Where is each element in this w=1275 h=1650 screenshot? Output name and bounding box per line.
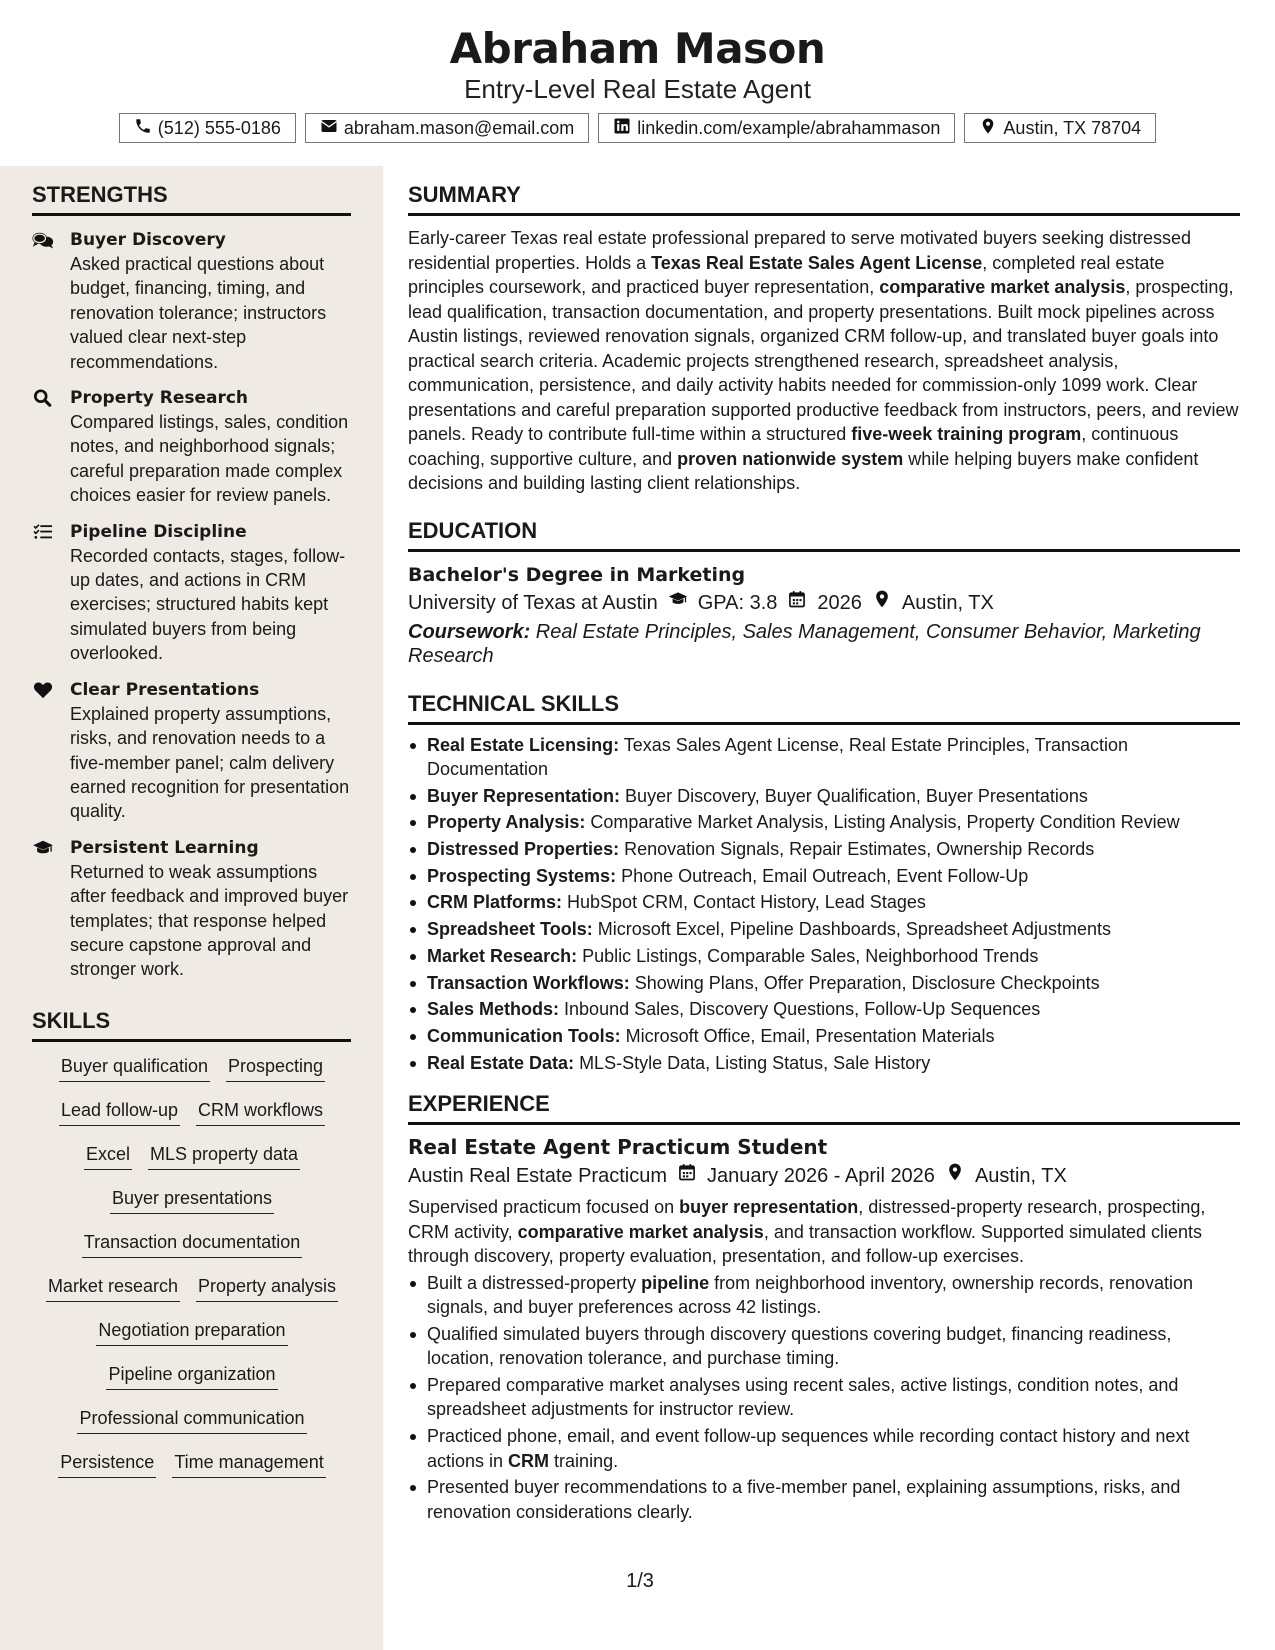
- contact-email-text: abraham.mason@email.com: [343, 117, 575, 138]
- location-pin-icon: [935, 1161, 975, 1191]
- job-bullet: [408, 1424, 1240, 1473]
- skill-values: Texas Sales Agent License, Real Estate Principles, Transaction Documentation: [427, 734, 1129, 779]
- technical-skill-item: [408, 997, 1240, 1021]
- body-text: training.: [549, 1450, 619, 1471]
- body-text: Practiced phone, email, and event follow-up sequences while recording contact history and next actions in: [427, 1426, 1190, 1471]
- job-location: Austin, TX: [974, 1165, 1067, 1188]
- technical-skills-heading: TECHNICAL SKILLS: [408, 675, 1240, 725]
- calendar-icon: [667, 1161, 707, 1191]
- strength-desc: Returned to weak assumptions after feedback and improved buyer templates; that response helped secure capstone approval and stronger work.: [70, 861, 349, 980]
- skill-category: Prospecting Systems:: [427, 865, 617, 886]
- skill-values: Showing Plans, Offer Preparation, Disclosure Checkpoints: [629, 972, 1100, 993]
- technical-skill-item: [408, 890, 1240, 914]
- strength-title: Property Research: [70, 388, 249, 409]
- contact-bar: [0, 113, 1275, 143]
- technical-skill-item: [408, 1024, 1240, 1048]
- strength-title: Buyer Discovery: [70, 230, 226, 250]
- calendar-icon: [777, 588, 817, 618]
- location-pin-icon: [979, 117, 997, 140]
- location-pin-icon: [862, 588, 902, 618]
- page-number: 1/3: [626, 1570, 654, 1592]
- technical-skill-item: [408, 837, 1240, 861]
- skill-tag: Buyer qualification: [59, 1054, 210, 1082]
- contact-location-text: Austin, TX 78704: [1003, 117, 1142, 138]
- technical-skill-item: [408, 864, 1240, 888]
- skill-category: Real Estate Data:: [427, 1052, 575, 1073]
- skill-tag: Time management: [172, 1450, 325, 1478]
- gpa: GPA: 3.8: [697, 591, 778, 614]
- body-text: Supervised practicum focused on: [408, 1197, 680, 1218]
- technical-skill-item: [408, 917, 1240, 941]
- summary-text: [408, 226, 1240, 496]
- education-heading: EDUCATION: [408, 502, 1240, 552]
- sidebar: [0, 166, 383, 1650]
- strength-item: [32, 386, 351, 508]
- graduation-year: 2026: [817, 591, 862, 614]
- job-bullet: [408, 1271, 1240, 1320]
- job-bullet: [408, 1475, 1240, 1524]
- contact-email[interactable]: [305, 113, 589, 143]
- envelope-icon: [320, 117, 338, 140]
- skill-tag: Persistence: [58, 1450, 156, 1478]
- skill-category: Distressed Properties:: [427, 839, 620, 860]
- skill-values: Renovation Signals, Repair Estimates, Ownership Records: [619, 839, 1095, 860]
- skill-tag: Buyer presentations: [110, 1186, 274, 1214]
- technical-skill-item: [408, 784, 1240, 808]
- technical-skill-item: [408, 733, 1240, 782]
- skill-category: Communication Tools:: [427, 1025, 621, 1046]
- technical-skill-item: [408, 944, 1240, 968]
- skills-heading: SKILLS: [32, 992, 351, 1042]
- contact-linkedin[interactable]: [598, 113, 955, 143]
- magnifier-icon: [32, 386, 70, 508]
- emphasis-text: comparative market analysis: [879, 277, 1126, 297]
- strength-item: [32, 836, 351, 982]
- skill-tag: Excel: [84, 1142, 132, 1170]
- body-text: , distressed-property research, prospecting, CRM activity,: [408, 1197, 1206, 1242]
- skill-category: Sales Methods:: [427, 999, 560, 1020]
- job-meta: [408, 1161, 1240, 1191]
- strength-item: [32, 678, 351, 824]
- coursework: [408, 620, 1240, 669]
- strength-title: Persistent Learning: [70, 837, 259, 858]
- coursework-label: Coursework:: [408, 620, 531, 643]
- main-column: [408, 166, 1240, 1526]
- comments-icon: [32, 228, 70, 374]
- skill-tag: CRM workflows: [196, 1098, 325, 1126]
- skill-category: Spreadsheet Tools:: [427, 919, 593, 940]
- body-text: Qualified simulated buyers through discovery questions covering budget, financing readiness, location, renovation tolerance, and purchase timing.: [427, 1323, 1172, 1369]
- strength-desc: Recorded contacts, stages, follow-up dates, and actions in CRM exercises; structured habits kept simulated buyers from being overlooked.: [70, 545, 346, 664]
- linkedin-icon: [613, 117, 631, 140]
- emphasis-text: Texas Real Estate Sales Agent License: [651, 252, 983, 273]
- skill-values: HubSpot CRM, Contact History, Lead Stages: [562, 892, 926, 913]
- contact-phone[interactable]: [119, 113, 296, 143]
- skill-category: Market Research:: [427, 945, 578, 966]
- emphasis-text: proven nationwide system: [677, 448, 904, 469]
- skill-category: Real Estate Licensing:: [427, 734, 620, 755]
- technical-skill-item: [408, 1051, 1240, 1075]
- skills-list: [32, 1054, 352, 1478]
- skill-category: Buyer Representation:: [427, 785, 621, 806]
- body-text: Built a distressed-property: [427, 1272, 642, 1293]
- skill-values: Phone Outreach, Email Outreach, Event Follow-Up: [616, 865, 1029, 886]
- body-text: from neighborhood inventory, ownership records, renovation signals, and buyer preferences across 42 listings.: [427, 1272, 1194, 1318]
- coursework-list: Real Estate Principles, Sales Management, Consumer Behavior, Marketing Research: [408, 620, 1201, 667]
- skill-values: Microsoft Excel, Pipeline Dashboards, Spreadsheet Adjustments: [592, 919, 1111, 940]
- experience-heading: EXPERIENCE: [408, 1075, 1240, 1125]
- strength-title: Clear Presentations: [70, 679, 260, 700]
- job-dates: January 2026 - April 2026: [707, 1165, 935, 1188]
- skill-category: Property Analysis:: [427, 812, 586, 833]
- emphasis-text: five-week training program: [851, 424, 1082, 444]
- body-text: Prepared comparative market analyses using recent sales, active listings, condition notes, and spreadsheet adjustments for instructor review.: [427, 1375, 1179, 1420]
- body-text: Early-career Texas real estate professional prepared to serve motivated buyers seeking distressed residential properties. Holds a: [408, 228, 1192, 273]
- skill-tag: Market research: [46, 1274, 180, 1302]
- body-text: , and transaction workflow. Supported simulated clients through discovery, property evaluation, presentation, and follow-up exercises.: [408, 1221, 1203, 1267]
- emphasis-text: CRM: [508, 1450, 550, 1471]
- technical-skill-item: [408, 810, 1240, 834]
- job-title: Real Estate Agent Practicum Student: [408, 1135, 828, 1160]
- degree-title: Bachelor's Degree in Marketing: [408, 563, 746, 586]
- body-text: while helping buyers make confident decisions and building lasting client relationships.: [408, 448, 1199, 493]
- strength-item: [32, 520, 351, 666]
- emphasis-text: pipeline: [641, 1272, 710, 1293]
- school-location: Austin, TX: [901, 591, 994, 614]
- skill-tag: Negotiation preparation: [96, 1318, 287, 1346]
- skill-tag: MLS property data: [148, 1142, 300, 1170]
- skill-values: Microsoft Office, Email, Presentation Materials: [620, 1025, 995, 1046]
- skill-values: Comparative Market Analysis, Listing Analysis, Property Condition Review: [585, 812, 1180, 833]
- skill-tag: Property analysis: [196, 1274, 338, 1302]
- skill-category: CRM Platforms:: [427, 892, 563, 913]
- skill-tag: Transaction documentation: [82, 1230, 302, 1258]
- heart-icon: [32, 678, 70, 824]
- skill-values: Public Listings, Comparable Sales, Neighborhood Trends: [577, 945, 1039, 966]
- school-name: University of Texas at Austin: [408, 591, 658, 614]
- skill-tag: Prospecting: [226, 1054, 325, 1082]
- job-bullet: [408, 1373, 1240, 1422]
- emphasis-text: comparative market analysis: [517, 1221, 764, 1242]
- summary-heading: SUMMARY: [408, 166, 1240, 216]
- skill-tag: Pipeline organization: [106, 1362, 277, 1390]
- skill-category: Transaction Workflows:: [427, 972, 630, 993]
- graduation-cap-icon: [32, 836, 70, 982]
- skill-values: MLS-Style Data, Listing Status, Sale History: [574, 1052, 931, 1073]
- candidate-name: Abraham Mason: [449, 24, 826, 73]
- strength-desc: Compared listings, sales, condition notes, and neighborhood signals; careful preparation made complex choices easier for review panels.: [70, 412, 349, 506]
- skill-values: Inbound Sales, Discovery Questions, Follow-Up Sequences: [559, 999, 1041, 1020]
- strengths-heading: STRENGTHS: [32, 166, 351, 216]
- strength-desc: Explained property assumptions, risks, and renovation needs to a five-member panel; calm delivery earned recognition for presentation quality.: [70, 703, 350, 822]
- job-bullet: [408, 1322, 1240, 1371]
- contact-phone-text: (512) 555-0186: [157, 117, 281, 138]
- checklist-icon: [32, 520, 70, 666]
- body-text: , continuous coaching, supportive culture, and: [408, 424, 1179, 469]
- strength-item: [32, 228, 351, 374]
- graduation-cap-icon: [658, 588, 698, 618]
- contact-linkedin-text: linkedin.com/example/abrahammason: [637, 117, 941, 138]
- body-text: Presented buyer recommendations to a five-member panel, explaining assumptions, risks, and renovation considerations clearly.: [427, 1477, 1181, 1522]
- emphasis-text: buyer representation: [679, 1197, 859, 1218]
- education-meta: [408, 588, 1240, 618]
- candidate-title: Entry-Level Real Estate Agent: [464, 74, 811, 104]
- strength-title: Pipeline Discipline: [70, 521, 247, 542]
- skill-tag: Professional communication: [77, 1406, 306, 1434]
- contact-location: [964, 113, 1156, 143]
- technical-skills-list: [408, 733, 1240, 1076]
- skill-tag: Lead follow-up: [59, 1098, 180, 1126]
- technical-skill-item: [408, 971, 1240, 995]
- resume-header: [0, 0, 1275, 166]
- strength-desc: Asked practical questions about budget, financing, timing, and renovation tolerance; instructors valued clear next-step recommendations.: [70, 254, 327, 372]
- body-text: , prospecting, lead qualification, transaction documentation, and property presentations. Built mock pipelines across Austin listings, reviewed renovation signals, organized CRM follow-up, and translated buyer goals into practical search criteria. Academic projects strengthened research, spreadsheet analysis, communication, persistence, and daily activity habits needed for commission-only 1099 work. Clear presentations and careful preparation supported productive feedback from instructors, peers, and review panels. Ready to contribute full-time within a structured: [408, 277, 1239, 444]
- job-bullets: [408, 1271, 1240, 1524]
- organization-name: Austin Real Estate Practicum: [408, 1165, 667, 1188]
- job-summary: [408, 1195, 1240, 1269]
- skill-values: Buyer Discovery, Buyer Qualification, Buyer Presentations: [620, 785, 1088, 806]
- phone-icon: [134, 117, 152, 140]
- body-text: , completed real estate principles coursework, and practiced buyer representation,: [408, 252, 1165, 297]
